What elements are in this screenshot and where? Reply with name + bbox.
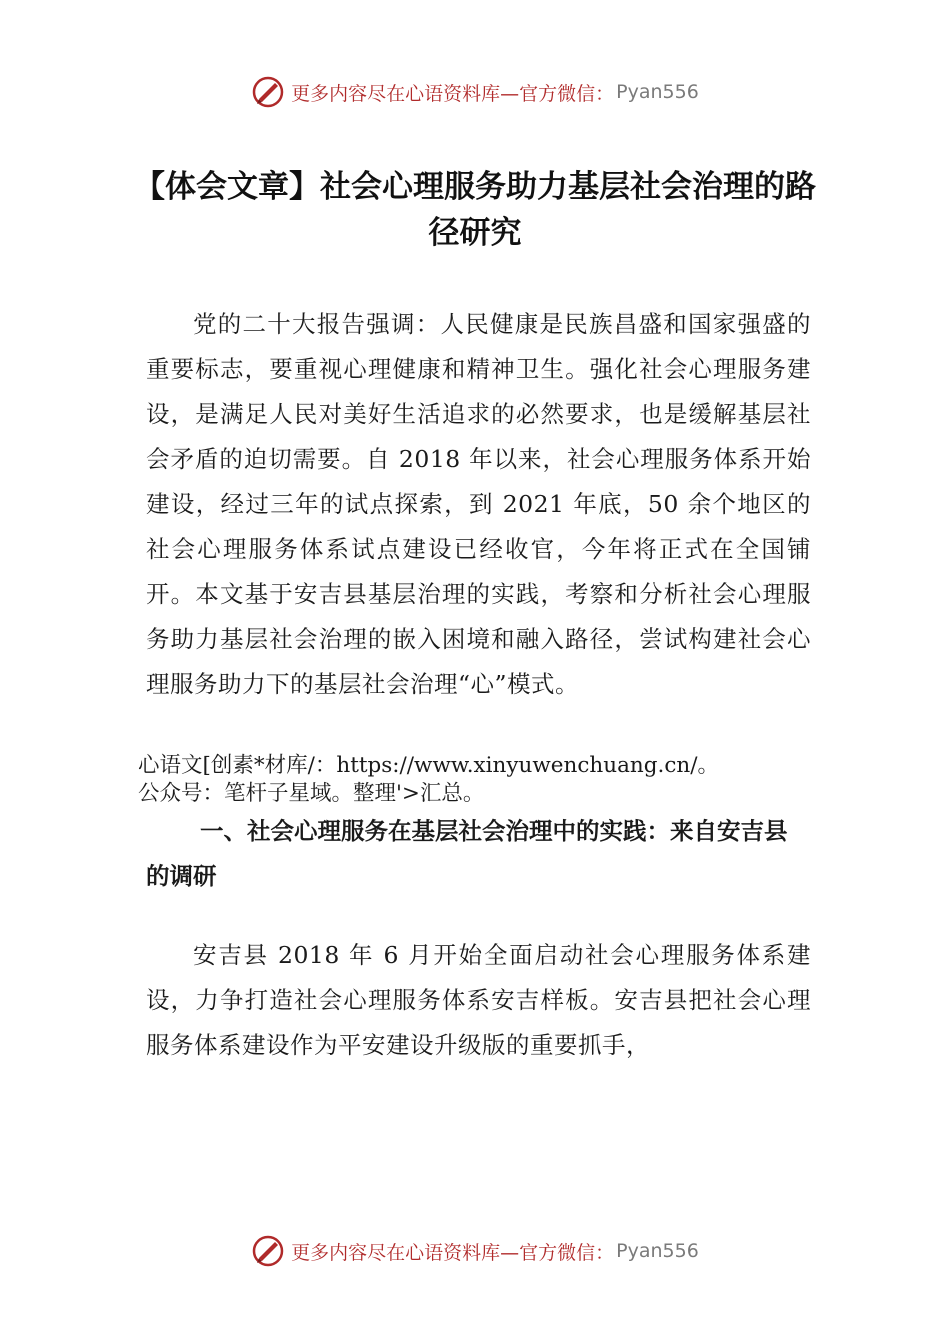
header-watermark xyxy=(0,72,950,112)
banner-text: 更多内容尽在心语资料库—官方微信： xyxy=(291,1241,615,1264)
banner-text: 更多内容尽在心语资料库—官方微信： xyxy=(291,82,615,105)
source-note-line-1: 心语文[创素*材库/：https://www.xinyuwenchuang.cn/。 xyxy=(138,753,719,778)
body-paragraph: 安吉县 2018 年 6 月开始全面启动社会心理服务体系建设，力争打造社会心理服务体系安吉样板。安吉县把社会心理服务体系建设作为平安建设升级版的重要抓手， xyxy=(146,941,811,1059)
pen-logo-icon xyxy=(251,75,285,109)
source-note-line-2: 公众号：笔杆子星域。整理'>汇总。 xyxy=(138,781,485,806)
section-heading: 一、社会心理服务在基层社会治理中的实践：来自安吉县的调研 xyxy=(146,817,788,890)
intro-paragraph: 党的二十大报告强调：人民健康是民族昌盛和国家强盛的重要标志，要重视心理健康和精神卫生。强化社会心理服务建设，是满足人民对美好生活追求的必然要求，也是缓解基层社会矛盾的迫切需要。自 2018 年以来，社会心理服务体系开始建设，经过三年的试点探索，到 2021 年底，50 余个地区的社会心理服务体系试点建设已经收官，今年将正式在全国铺开。本文基于安吉县基层治理的实践，考察和分析社会心理服务助力基层社会治理的嵌入困境和融入路径，尝试构建社会心理服务助力下的基层社会治理“心”模式。 xyxy=(146,310,811,698)
article-title: 【体会文章】社会心理服务助力基层社会治理的路径研究 xyxy=(134,169,816,251)
banner-wechat-id: Pyan556 xyxy=(616,81,699,103)
source-note xyxy=(138,752,838,808)
banner-wechat-id: Pyan556 xyxy=(616,1240,699,1262)
footer-watermark xyxy=(0,1231,950,1271)
pen-logo-icon xyxy=(251,1234,285,1268)
